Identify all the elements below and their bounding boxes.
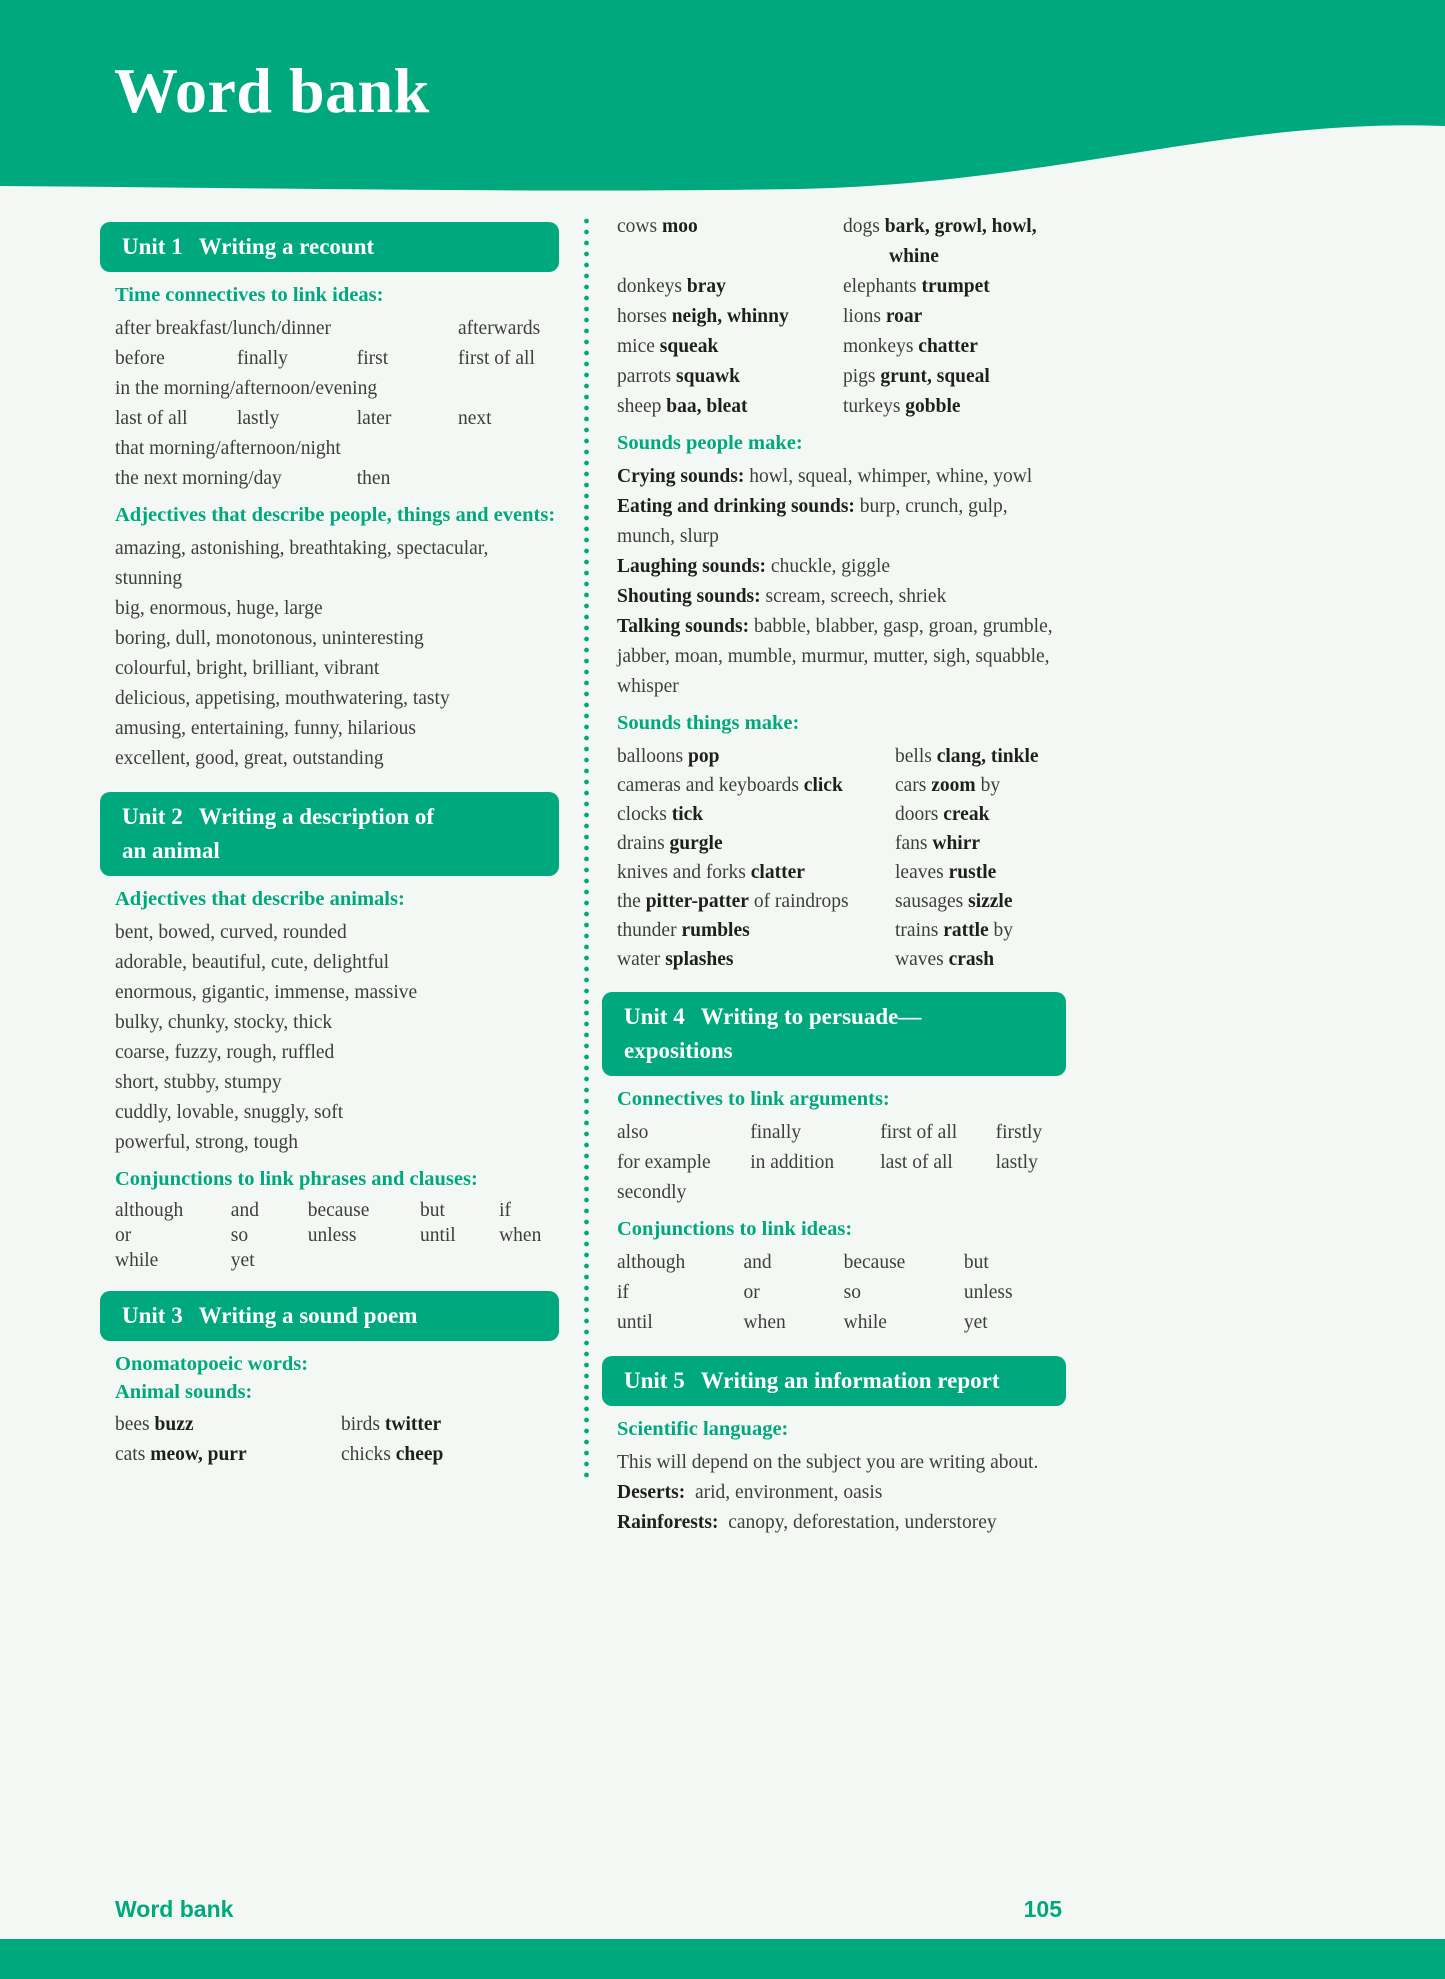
connective-row xyxy=(617,1148,1064,1178)
word-cell: yet xyxy=(963,1312,988,1333)
animal-sound: monkeys chatter xyxy=(843,336,978,357)
page-title: Word bank xyxy=(114,55,430,126)
word-cell: so xyxy=(843,1282,861,1303)
animal-sound: bees buzz xyxy=(115,1414,194,1435)
animal-sound: lions roar xyxy=(843,306,923,327)
word-cell: unless xyxy=(963,1282,1013,1303)
animal-sound: mice squeak xyxy=(617,336,719,357)
word-cell: the next morning/day xyxy=(115,468,282,489)
time-row xyxy=(115,404,557,434)
adjective-list xyxy=(115,534,557,774)
thing-sound-pair xyxy=(617,742,1064,771)
word-cell: if xyxy=(617,1282,629,1303)
word-cell: unless xyxy=(307,1225,357,1246)
word-cell: but xyxy=(419,1200,445,1221)
animal-sound-pair xyxy=(617,302,1064,332)
word-cell: last of all xyxy=(115,408,188,429)
word-line: colourful, bright, brilliant, vibrant xyxy=(115,658,380,679)
unit3-title: Writing a sound poem xyxy=(198,1303,418,1328)
thing-sound: waves crash xyxy=(895,949,995,970)
word-cell: then xyxy=(356,468,391,489)
animal-sound-pair xyxy=(617,362,1064,392)
word-cell: if xyxy=(499,1200,511,1221)
unit2-header-bar xyxy=(100,792,559,876)
time-row xyxy=(115,344,557,374)
word-cell: later xyxy=(356,408,392,429)
unit4-title-line1: Writing to persuade— xyxy=(700,1004,922,1029)
unit1-number: Unit 1 xyxy=(122,234,183,259)
word-cell: first of all xyxy=(880,1122,958,1143)
column-divider-dotted-line xyxy=(584,218,589,1480)
word-cell: while xyxy=(843,1312,887,1333)
word-cell: when xyxy=(499,1225,542,1246)
sound-category-line: Crying sounds: howl, squeal, whimper, whine, yowl xyxy=(617,466,1033,487)
word-cell: because xyxy=(307,1200,370,1221)
conjunction-row xyxy=(115,1223,557,1248)
animal-sound-pairs-right xyxy=(617,212,1064,422)
conjunction-row xyxy=(617,1308,1064,1338)
word-cell: next xyxy=(457,408,492,429)
heading-sounds-things: Sounds things make: xyxy=(617,712,800,734)
unit3-number: Unit 3 xyxy=(122,1303,183,1328)
unit2-number: Unit 2 xyxy=(122,804,183,829)
animal-sound: dogs bark, growl, howl, whine xyxy=(843,216,1037,267)
sound-category-line: Shouting sounds: scream, screech, shriek xyxy=(617,586,947,607)
heading-conjunctions-ideas: Conjunctions to link ideas: xyxy=(617,1218,853,1240)
animal-sound: turkeys gobble xyxy=(843,396,961,417)
heading-adjectives-animals: Adjectives that describe animals: xyxy=(115,888,405,910)
thing-sound-pair xyxy=(617,800,1064,829)
word-cell: yet xyxy=(230,1250,255,1271)
heading-scientific-language: Scientific language: xyxy=(617,1418,789,1440)
thing-sound: the pitter-patter of raindrops xyxy=(617,891,849,912)
unit1-title: Writing a recount xyxy=(198,234,375,259)
word-line: adorable, beautiful, cute, delightful xyxy=(115,952,389,973)
word-cell: finally xyxy=(750,1122,802,1143)
word-cell: or xyxy=(743,1282,760,1303)
word-cell: so xyxy=(230,1225,249,1246)
heading-conjunctions-phrases: Conjunctions to link phrases and clauses: xyxy=(115,1168,478,1190)
thing-sound: bells clang, tinkle xyxy=(895,746,1039,767)
scientific-intro-line: This will depend on the subject you are writing about. xyxy=(617,1452,1039,1473)
animal-sound-pair xyxy=(617,392,1064,422)
word-cell: but xyxy=(963,1252,989,1273)
sound-category-line: Laughing sounds: chuckle, giggle xyxy=(617,556,891,577)
footer-section-label: Word bank xyxy=(115,1896,234,1922)
animal-sound: pigs grunt, squeal xyxy=(843,366,990,387)
word-cell: and xyxy=(743,1252,772,1273)
word-cell: finally xyxy=(236,348,288,369)
heading-connectives-arguments: Connectives to link arguments: xyxy=(617,1088,890,1110)
unit4-bar-line1 xyxy=(624,1000,1056,1034)
heading-animal-sounds: Animal sounds: xyxy=(115,1381,253,1403)
thing-sound-pair xyxy=(617,829,1064,858)
word-cell: in the morning/afternoon/evening xyxy=(115,378,378,399)
word-cell: first of all xyxy=(457,348,535,369)
word-cell: because xyxy=(843,1252,906,1273)
thing-sound: trains rattle by xyxy=(895,920,1014,941)
animal-sound-pair xyxy=(617,332,1064,362)
unit4-header-bar xyxy=(602,992,1066,1076)
animal-sound: horses neigh, whinny xyxy=(617,306,789,327)
animal-sound-pair xyxy=(115,1440,557,1470)
heading-sounds-people: Sounds people make: xyxy=(617,432,803,454)
thing-sound: clocks tick xyxy=(617,804,704,825)
thing-sound: leaves rustle xyxy=(895,862,997,883)
word-line: bent, bowed, curved, rounded xyxy=(115,922,347,943)
footer-band xyxy=(0,1939,1445,1979)
word-cell: afterwards xyxy=(457,318,541,339)
unit2-title-line1: Writing a description of xyxy=(198,804,435,829)
thing-sound-pair xyxy=(617,887,1064,916)
time-row xyxy=(115,434,557,464)
unit3-header-bar xyxy=(100,1291,559,1341)
word-cell: lastly xyxy=(995,1152,1038,1173)
page-footer xyxy=(115,1896,1062,1923)
animal-sound-pair xyxy=(115,1410,557,1440)
animal-sound: cows moo xyxy=(617,216,698,237)
word-cell: while xyxy=(115,1250,159,1271)
word-line: boring, dull, monotonous, uninteresting xyxy=(115,628,424,649)
word-cell: also xyxy=(617,1122,649,1143)
unit5-header-bar xyxy=(602,1356,1066,1406)
animal-sound: chicks cheep xyxy=(341,1444,444,1465)
word-cell: after breakfast/lunch/dinner xyxy=(115,318,332,339)
animal-adjective-list xyxy=(115,918,557,1158)
conjunction-row xyxy=(617,1278,1064,1308)
word-line: amusing, entertaining, funny, hilarious xyxy=(115,718,416,739)
thing-sound-pair xyxy=(617,771,1064,800)
word-line: coarse, fuzzy, rough, ruffled xyxy=(115,1042,335,1063)
sound-category-line: Eating and drinking sounds: burp, crunch, gulp, munch, slurp xyxy=(617,496,1008,547)
unit5-number: Unit 5 xyxy=(624,1368,685,1393)
unit4-number: Unit 4 xyxy=(624,1004,685,1029)
word-cell: until xyxy=(617,1312,653,1333)
word-cell: secondly xyxy=(617,1182,687,1203)
thing-sound: drains gurgle xyxy=(617,833,723,854)
word-cell: until xyxy=(419,1225,456,1246)
word-line: cuddly, lovable, snuggly, soft xyxy=(115,1102,344,1123)
animal-sound-pairs-left xyxy=(115,1410,557,1470)
scientific-word-line: Deserts: arid, environment, oasis xyxy=(617,1482,883,1503)
unit1-header-bar xyxy=(100,222,559,272)
word-cell: firstly xyxy=(995,1122,1043,1143)
time-row xyxy=(115,314,557,344)
word-cell: before xyxy=(115,348,165,369)
animal-sound: elephants trumpet xyxy=(843,276,990,297)
word-line: big, enormous, huge, large xyxy=(115,598,323,619)
word-cell: although xyxy=(617,1252,686,1273)
unit4-title-line2: expositions xyxy=(624,1038,733,1063)
thing-sound: fans whirr xyxy=(895,833,981,854)
animal-sound: cats meow, purr xyxy=(115,1444,247,1465)
animal-sound-pair xyxy=(617,272,1064,302)
word-cell: although xyxy=(115,1200,184,1221)
word-line: delicious, appetising, mouthwatering, tasty xyxy=(115,688,450,709)
animal-sound: birds twitter xyxy=(341,1414,442,1435)
word-line: powerful, strong, tough xyxy=(115,1132,299,1153)
scientific-word-line: Rainforests: canopy, deforestation, understorey xyxy=(617,1512,997,1533)
conjunctions-grid xyxy=(115,1198,557,1273)
thing-sound: cameras and keyboards click xyxy=(617,775,843,796)
word-cell: that morning/afternoon/night xyxy=(115,438,341,459)
heading-time-connectives: Time connectives to link ideas: xyxy=(115,284,384,306)
thing-sound: doors creak xyxy=(895,804,990,825)
word-cell: or xyxy=(115,1225,132,1246)
word-line: short, stubby, stumpy xyxy=(115,1072,282,1093)
time-row xyxy=(115,374,557,404)
sound-category-line: Talking sounds: babble, blabber, gasp, groan, grumble, jabber, moan, mumble, murmur, mutter, sigh, squabble, whisper xyxy=(617,616,1053,697)
word-line: amazing, astonishing, breathtaking, spectacular, stunning xyxy=(115,538,489,589)
time-row xyxy=(115,464,557,494)
sounds-people-list xyxy=(617,462,1064,702)
animal-sound-pair xyxy=(617,212,1064,272)
word-cell: when xyxy=(743,1312,786,1333)
time-connectives-grid xyxy=(115,314,557,494)
word-line: enormous, gigantic, immense, massive xyxy=(115,982,418,1003)
connective-row xyxy=(617,1118,1064,1148)
heading-onomatopoeic: Onomatopoeic words: xyxy=(115,1353,309,1375)
page-number: 105 xyxy=(1023,1896,1062,1922)
thing-sound: thunder rumbles xyxy=(617,920,750,941)
animal-sound: sheep baa, bleat xyxy=(617,396,748,417)
heading-adjectives-people: Adjectives that describe people, things and events: xyxy=(115,504,556,526)
thing-sound-pair xyxy=(617,858,1064,887)
unit2-bar-line1 xyxy=(122,800,549,834)
animal-sound: donkeys bray xyxy=(617,276,726,297)
word-cell: in addition xyxy=(750,1152,835,1173)
conjunction-row xyxy=(617,1248,1064,1278)
conjunctions-ideas-grid xyxy=(617,1248,1064,1338)
conjunction-row xyxy=(115,1248,557,1273)
word-line: excellent, good, great, outstanding xyxy=(115,748,384,769)
connective-row xyxy=(617,1178,1064,1208)
word-cell: for example xyxy=(617,1152,711,1173)
right-column xyxy=(617,212,1064,1538)
thing-sound: balloons pop xyxy=(617,746,720,767)
thing-sound: knives and forks clatter xyxy=(617,862,805,883)
thing-sound-pair xyxy=(617,916,1064,945)
word-cell: and xyxy=(230,1200,259,1221)
thing-sound: cars zoom by xyxy=(895,775,1001,796)
word-cell: lastly xyxy=(236,408,280,429)
word-cell: first xyxy=(356,348,389,369)
conjunction-row xyxy=(115,1198,557,1223)
thing-sound-pair xyxy=(617,945,1064,974)
thing-sound: water splashes xyxy=(617,949,734,970)
word-cell: last of all xyxy=(880,1152,953,1173)
unit2-title-line2: an animal xyxy=(122,838,220,863)
sounds-things-grid xyxy=(617,742,1064,974)
animal-sound: parrots squawk xyxy=(617,366,740,387)
left-column xyxy=(115,222,557,1470)
thing-sound: sausages sizzle xyxy=(895,891,1013,912)
word-line: bulky, chunky, stocky, thick xyxy=(115,1012,333,1033)
unit5-title: Writing an information report xyxy=(700,1368,1000,1393)
connectives-arguments-grid xyxy=(617,1118,1064,1208)
